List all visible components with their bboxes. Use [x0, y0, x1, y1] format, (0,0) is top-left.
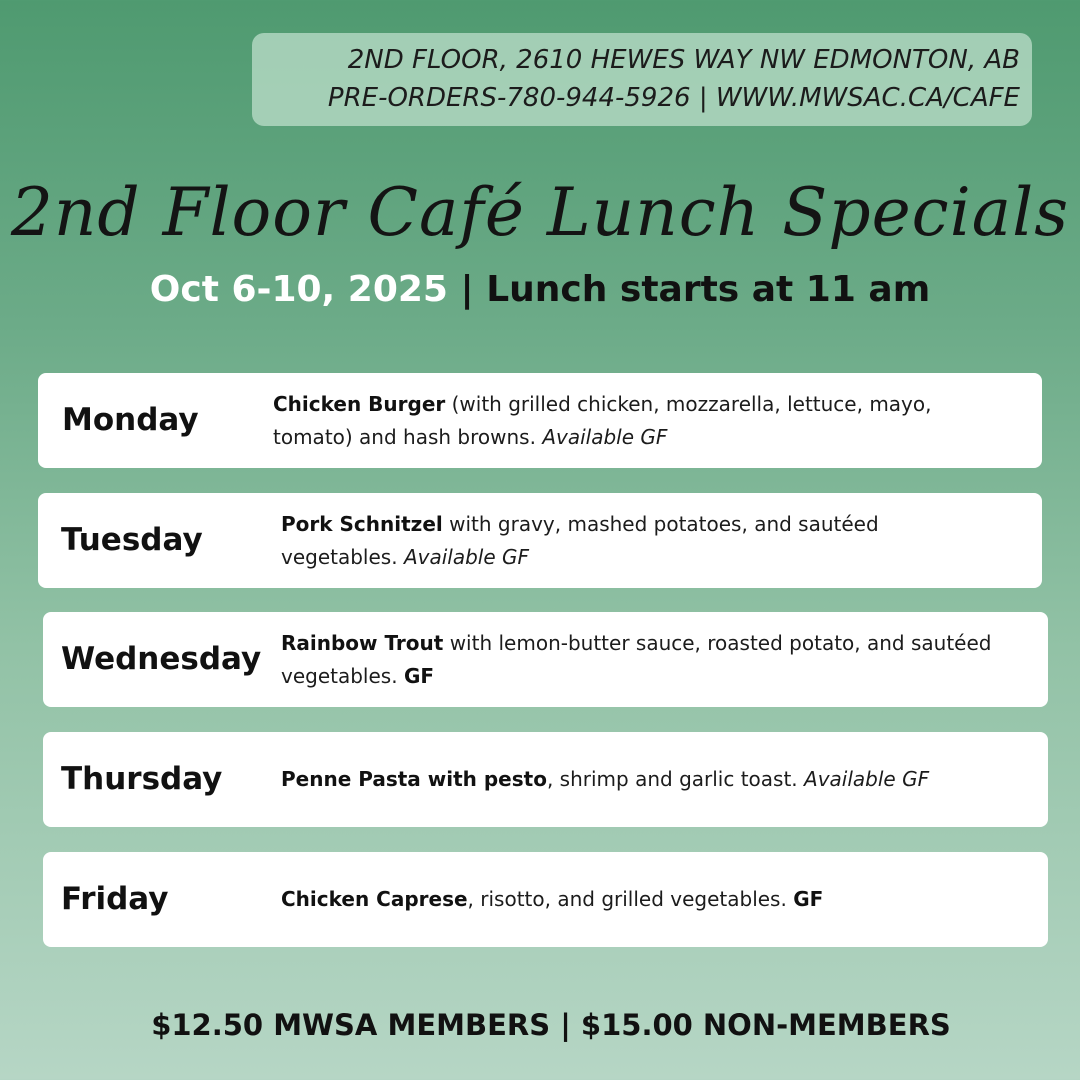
dietary-note: Available GF: [804, 767, 930, 791]
dietary-note: Available GF: [403, 544, 529, 569]
subtitle: [0, 266, 1080, 314]
dish-name: Penne Pasta with pesto: [281, 767, 547, 791]
menu-card-tuesday: [38, 493, 1042, 588]
lunch-start-time: Lunch starts at 11 am: [486, 269, 931, 310]
location-info-box: [252, 33, 1032, 126]
menu-card-friday: [43, 852, 1048, 947]
pricing-footer: $12.50 MWSA MEMBERS | $15.00 NON-MEMBERS: [151, 1008, 951, 1042]
menu-description: [281, 493, 1001, 588]
dish-name: Pork Schnitzel: [281, 511, 443, 536]
page-title: 2nd Floor Café Lunch Specials: [10, 174, 1070, 251]
dish-details: , risotto, and grilled vegetables.: [467, 887, 794, 911]
date-range: Oct 6-10, 2025: [149, 269, 448, 310]
dietary-note: Available GF: [542, 424, 668, 449]
dish-name: Chicken Caprese: [281, 887, 468, 911]
day-label: Friday: [61, 881, 169, 917]
dietary-note: GF: [403, 663, 435, 688]
contact-text: PRE-ORDERS-780-944-5926 | WWW.MWSAC.CA/CAFE: [327, 83, 1020, 113]
day-label: Thursday: [61, 761, 223, 797]
day-label: Monday: [62, 402, 199, 438]
day-label: Tuesday: [61, 522, 203, 558]
menu-description: [273, 373, 993, 468]
dish-details: , shrimp and garlic toast.: [546, 767, 805, 791]
dish-details: (with grilled chicken, mozzarella, lettuce, mayo, tomato) and hash browns.: [273, 391, 932, 449]
day-label: Wednesday: [61, 641, 262, 677]
dish-details: with lemon-butter sauce, roasted potato, and sautéed vegetables.: [281, 630, 992, 688]
menu-card-wednesday: [43, 612, 1048, 707]
menu-card-monday: [38, 373, 1042, 468]
subtitle-separator: |: [447, 269, 487, 310]
dish-details: with gravy, mashed potatoes, and sautéed vegetables.: [281, 511, 879, 569]
dietary-note: GF: [793, 887, 824, 911]
menu-description: [281, 852, 1021, 947]
menu-description: [281, 612, 1001, 707]
dish-name: Rainbow Trout: [281, 630, 444, 655]
address-text: 2ND FLOOR, 2610 HEWES WAY NW EDMONTON, AB: [347, 45, 1020, 75]
dish-name: Chicken Burger: [273, 391, 446, 416]
menu-description: [281, 732, 1021, 827]
menu-card-thursday: [43, 732, 1048, 827]
